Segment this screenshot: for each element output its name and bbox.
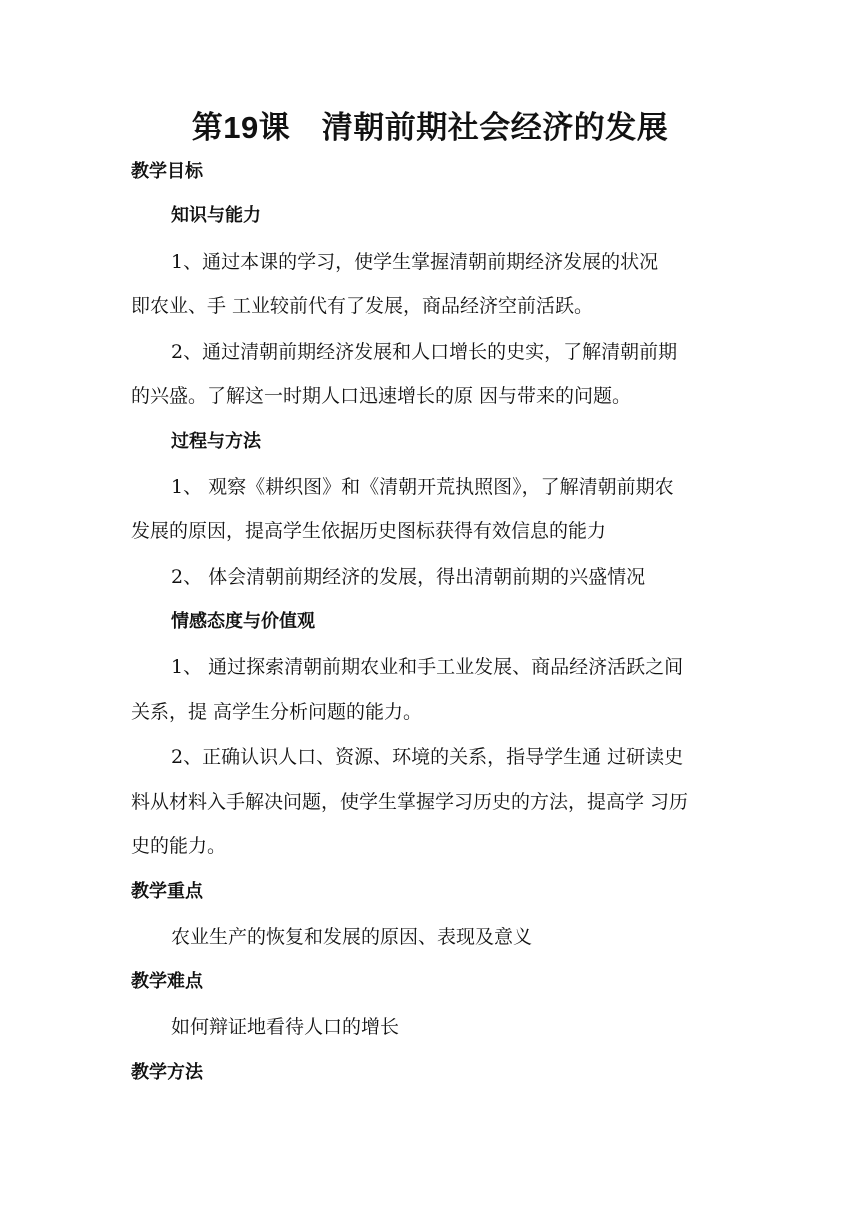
key-points-text: 农业生产的恢复和发展的原因、表现及意义: [171, 926, 533, 948]
section-heading-methods: 教学方法: [131, 1062, 203, 1083]
knowledge-item-2-line-1: 2、通过清朝前期经济发展和人口增长的史实，了解清朝前期: [171, 341, 678, 363]
section-heading-objectives: 教学目标: [131, 161, 203, 182]
difficulties-text: 如何辩证地看待人口的增长: [171, 1016, 400, 1038]
subsection-heading-emotion: 情感态度与价值观: [171, 611, 315, 632]
emotion-item-2-line-3: 史的能力。: [131, 835, 227, 857]
subsection-heading-knowledge: 知识与能力: [171, 205, 261, 226]
page-title: [0, 100, 860, 156]
emotion-item-2-line-1: 2、正确认识人口、资源、环境的关系，指导学生通 过研读史: [171, 746, 684, 768]
knowledge-item-2-line-2: 的兴盛。了解这一时期人口迅速增长的原 因与带来的问题。: [131, 385, 632, 407]
title-number: 19: [223, 110, 259, 145]
process-item-1-line-2: 发展的原因，提高学生依据历史图标获得有效信息的能力: [131, 520, 607, 542]
knowledge-item-1-line-1: 1、通过本课的学习，使学生掌握清朝前期经济发展的状况: [171, 251, 659, 273]
section-heading-key-points: 教学重点: [131, 881, 203, 902]
emotion-item-1-line-1: 1、 通过探索清朝前期农业和手工业发展、商品经济活跃之间: [171, 656, 684, 678]
subsection-heading-process: 过程与方法: [171, 431, 261, 452]
title-prefix: 第: [191, 110, 224, 146]
title-rest: 课 清朝前期社会经济的发展: [258, 110, 669, 146]
section-heading-difficulties: 教学难点: [131, 971, 203, 992]
emotion-item-2-line-2: 料从材料入手解决问题，使学生掌握学习历史的方法，提高学 习历: [131, 791, 689, 813]
process-item-1-line-1: 1、 观察《耕织图》和《清朝开荒执照图》，了解清朝前期农: [171, 476, 674, 498]
emotion-item-1-line-2: 关系，提 高学生分析问题的能力。: [131, 701, 423, 723]
knowledge-item-1-line-2: 即农业、手 工业较前代有了发展，商品经济空前活跃。: [131, 295, 594, 317]
process-item-2-line-1: 2、 体会清朝前期经济的发展，得出清朝前期的兴盛情况: [171, 566, 646, 588]
